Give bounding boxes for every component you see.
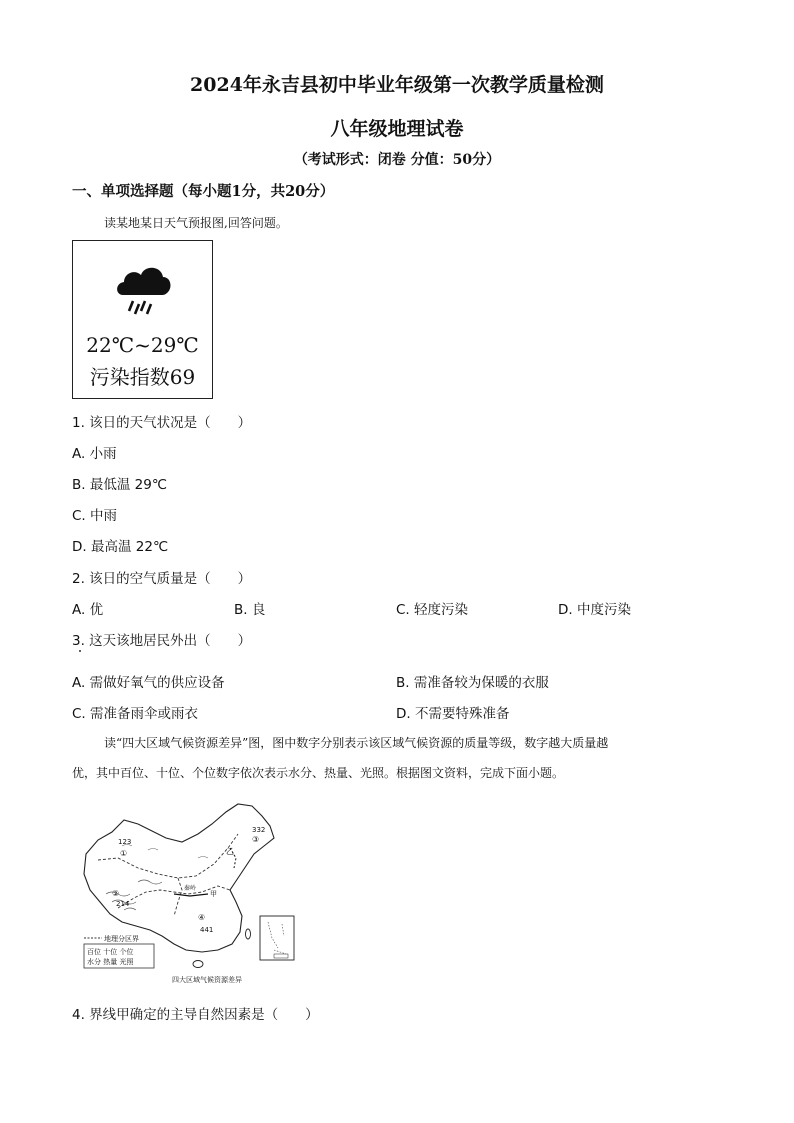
question-2-stem: 2. 该日的空气质量是（ ） xyxy=(72,571,252,587)
intro-text-1: 读某地某日天气预报图,回答问题。 xyxy=(104,216,288,230)
question-4-stem: 4. 界线甲确定的主导自然因素是（ ） xyxy=(72,1007,319,1023)
map-label-441: 441 xyxy=(200,926,214,934)
question-1-option-b[interactable]: B. 最低温 29℃ xyxy=(72,477,167,493)
intro-text-2-line-1: 读“四大区域气候资源差异”图，图中数字分别表示该区域气候资源的质量等级，数字越大质量越 xyxy=(104,736,609,750)
map-label-qinling: 秦岭 xyxy=(184,885,197,892)
question-1-option-a[interactable]: A. 小雨 xyxy=(72,446,117,462)
legend-row-2: 水分 热量 光照 xyxy=(87,958,134,966)
question-3-option-c[interactable]: C. 需准备雨伞或雨衣 xyxy=(72,706,199,722)
map-label-jia: 甲 xyxy=(210,890,217,898)
china-outline xyxy=(84,804,274,952)
intro-text-2-line-2: 优，其中百位、十位、个位数字依次表示水分、热量、光照。根据图文资料，完成下面小题。 xyxy=(72,766,565,780)
question-2-option-a[interactable]: A. 优 xyxy=(72,602,104,618)
map-label-yi: 乙 xyxy=(226,847,234,856)
legend-boundary-label: 地理分区界 xyxy=(104,935,139,943)
rain-cloud-icon xyxy=(113,261,175,319)
question-3-stem: 3. 这天该地居民外出（ ） xyxy=(72,633,252,649)
question-3-option-d[interactable]: D. 不需要特殊准备 xyxy=(396,706,510,722)
exam-subtitle: 八年级地理试卷 xyxy=(330,118,464,140)
stray-dot xyxy=(79,650,81,652)
exam-info: （考试形式：闭卷 分值：50分） xyxy=(293,152,501,168)
question-1-option-c[interactable]: C. 中雨 xyxy=(72,508,118,524)
question-1-option-d[interactable]: D. 最高温 22℃ xyxy=(72,539,169,555)
temperature-range: 22℃~29℃ xyxy=(86,333,199,357)
map-label-region-2: ② xyxy=(112,889,120,898)
question-3-option-a[interactable]: A. 需做好氧气的供应设备 xyxy=(72,675,225,691)
map-label-region-4: ④ xyxy=(198,913,206,922)
map-caption: 四大区域气候资源差异 xyxy=(172,976,242,984)
section-heading: 一、单项选择题（每小题1分，共20分） xyxy=(72,183,335,200)
question-2-option-c[interactable]: C. 轻度污染 xyxy=(396,602,469,618)
china-climate-map xyxy=(78,798,308,988)
weather-forecast-card xyxy=(72,240,213,399)
map-label-214: 214 xyxy=(116,900,130,908)
pollution-index: 污染指数69 xyxy=(89,365,196,389)
map-svg xyxy=(78,798,308,988)
question-2-option-b[interactable]: B. 良 xyxy=(234,602,266,618)
map-label-region-3: ③ xyxy=(252,835,260,844)
map-label-123: 123 xyxy=(118,838,132,846)
exam-title: 2024年永吉县初中毕业年级第一次教学质量检测 xyxy=(190,74,604,96)
question-1-stem: 1. 该日的天气状况是（ ） xyxy=(72,415,252,431)
question-2-option-d[interactable]: D. 中度污染 xyxy=(558,602,631,618)
map-label-332: 332 xyxy=(252,826,266,834)
legend-row-1: 百位 十位 个位 xyxy=(87,948,134,956)
question-3-option-b[interactable]: B. 需准备较为保暖的衣服 xyxy=(396,675,549,691)
map-label-region-1: ① xyxy=(120,849,128,858)
